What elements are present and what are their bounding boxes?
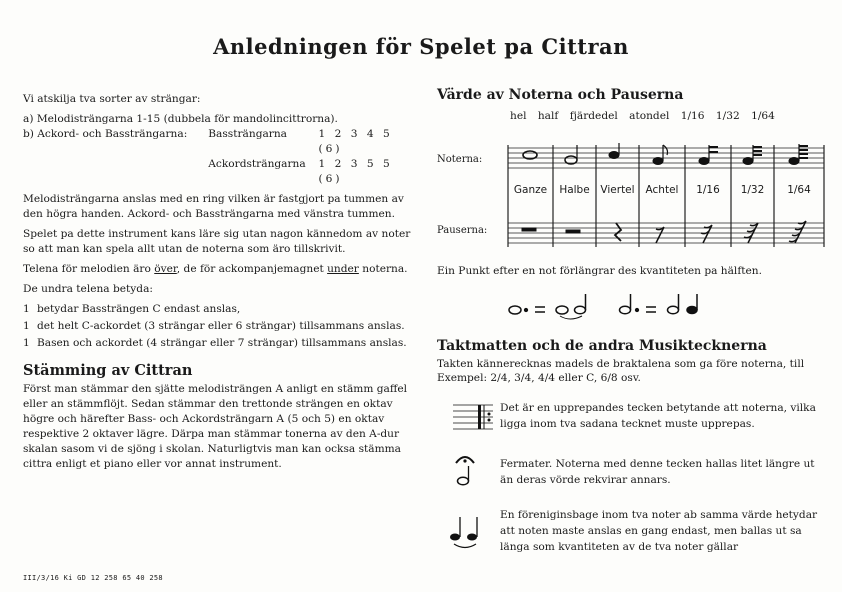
p3-mid: , de för ackompanjemagnet — [176, 263, 328, 275]
dotted-half-note-icon — [620, 306, 631, 314]
note-name: Halbe — [559, 184, 590, 196]
whole-note-icon — [556, 306, 568, 314]
notes-label: Noterna: — [437, 154, 483, 165]
sixteenth-note-icon — [699, 158, 709, 165]
tie-text: En föreniginsbage inom tva noter ab samma värde hetydar att noten maste anslas en gang endast, men ballas ut sa länga som kvantiteten av de tva noter gällar — [500, 509, 818, 553]
value-16: 1/16 — [680, 110, 705, 122]
note-values-heading: Värde av Noterna och Pauserna — [437, 87, 684, 103]
value-half: half — [537, 110, 559, 122]
quarter-note-icon — [609, 152, 619, 159]
thirtysecond-note-icon — [743, 158, 753, 165]
list-item — [23, 302, 413, 317]
column-lines — [508, 145, 824, 247]
repeat-sign-text: Det är en upprepandes tecken betytande att noterna, vilka ligga inom tva sadana tecknet muste upprepas. — [500, 402, 816, 430]
paragraph-other-numbers: De undra telena betyda: — [23, 283, 153, 295]
note-name: Ganze — [513, 184, 548, 196]
note-name: 1/32 — [740, 184, 765, 196]
right-column — [437, 88, 829, 103]
bass-strings-numbers: 1 2 3 4 5 (6) — [318, 128, 393, 155]
note-values-row — [510, 110, 783, 122]
notes-staff — [508, 148, 824, 168]
fermata-icon — [453, 452, 483, 488]
chord-strings-spacer — [23, 157, 208, 187]
note-name: Viertel — [600, 184, 635, 196]
dot-rule-text: Ein Punkt efter en not förlängrar des kvantiteten pa hälften. — [437, 265, 762, 277]
dotted-notes-example — [505, 290, 735, 320]
note-name: 1/16 — [696, 184, 720, 196]
intro-text: Vi atskilja tva sorter av strängar: — [23, 93, 201, 105]
tuning-heading: Stämming av Cittran — [23, 362, 193, 379]
value-64: 1/64 — [751, 110, 775, 122]
p3-over: över — [154, 263, 177, 275]
string-a-line: a) Melodisträngarna 1-15 (dubbela för mandolincittrorna). — [23, 113, 338, 125]
note-name: 1/64 — [787, 184, 811, 196]
half-note-icon — [575, 306, 586, 314]
bass-strings-name: Bassträngarna — [208, 128, 287, 140]
print-code: III/3/16 Ki GD 12 258 65 40 258 — [23, 574, 163, 582]
note-symbols — [523, 143, 808, 165]
list-item — [23, 319, 413, 334]
sixtyfourth-rest-icon — [789, 221, 806, 243]
value-atondel: atondel — [629, 110, 670, 122]
value-hel: hel — [510, 110, 527, 122]
p3-post: noterna. — [358, 263, 408, 275]
item-text: betydar Bassträngen C endast anslas, — [37, 303, 241, 315]
fermata-text: Fermater. Noterna med denne tecken hallas litet längre ut än deras vörde rekvirar annars. — [500, 458, 815, 486]
page-title: Anledningen för Spelet pa Cittran — [213, 34, 629, 59]
chord-strings-numbers: 1 2 3 5 5 (6) — [318, 158, 393, 185]
tie-icon — [449, 511, 489, 551]
list-item — [23, 336, 413, 351]
value-fjardedel: fjärdedel — [569, 110, 618, 122]
item-number: 1 — [23, 337, 30, 349]
item-number: 1 — [23, 303, 30, 315]
p3-under: under — [327, 263, 359, 275]
left-column — [23, 92, 413, 477]
paragraph-melody: Melodisträngarna anslas med en ring vilken är fastgjort pa tummen av den högra handen. Ackord- och Bassträngarna med vänstra tummen. — [23, 193, 404, 220]
value-32: 1/32 — [715, 110, 740, 122]
fermata-block — [437, 452, 829, 492]
item-text: det helt C-ackordet (3 strängar eller 6 strängar) tillsammans anslas. — [37, 320, 405, 332]
time-signature-heading: Taktmatten och de andra Musiktecknerna — [437, 338, 767, 354]
time-signature-section — [437, 338, 829, 385]
note-name: Achtel — [645, 184, 679, 196]
sixtyfourth-note-icon — [789, 158, 799, 165]
paragraph-numbers — [23, 262, 413, 277]
quarter-note-icon — [687, 307, 697, 314]
half-rest-icon — [566, 230, 580, 233]
chord-strings-row — [23, 157, 413, 187]
rests-label: Pauserna: — [437, 225, 488, 236]
rests-staff — [508, 223, 824, 243]
rest-symbols — [522, 221, 806, 243]
time-signature-text: Takten kännerecknas madels de braktalena som ga före noterna, till Exempel: 2/4, 3/4, 4/4 eller C, 6/8 osv. — [437, 358, 805, 384]
note-names-row — [508, 184, 828, 196]
item-text: Basen och ackordet (4 strängar eller 7 strängar) tillsammans anslas. — [37, 337, 407, 349]
chord-strings-name: Ackordsträngarna — [208, 158, 306, 170]
eighth-note-icon — [653, 158, 663, 165]
note-rest-table — [436, 143, 826, 253]
repeat-sign-icon — [453, 402, 503, 432]
p3-pre: Telena för melodien äro — [23, 263, 155, 275]
tuning-text: Först man stämmar den sjätte melodisträngen A anligt en stämm gaffel eller an stämmflöjt. Sedan stämmar den trettonde strängen en oktav högre och härefter Bass- och Ackordsträngarn A (5 och 5) en oktav respektive 2 oktaver lägre. Därpa man stämmar tonerna av den A-dur skalan sasom vi de sjöng i skolan. Naturligtvis man kan ocksa stämma cittra enligt et piano eller vor annat instrument. — [23, 383, 408, 470]
half-note-icon — [668, 306, 679, 314]
item-number: 1 — [23, 320, 30, 332]
paragraph-learning: Spelet pa dette instrument kans läre sig utan nagon kännedom av noter so att man kan spela allt utan de noterna som äro tillskrivit. — [23, 228, 411, 255]
eighth-rest-icon — [656, 227, 664, 243]
whole-rest-icon — [522, 228, 536, 231]
bass-strings-row — [23, 127, 413, 157]
dotted-whole-note-icon — [509, 306, 521, 314]
string-b-label: b) Ackord- och Bassträngarna: — [23, 128, 188, 140]
repeat-sign-block — [437, 398, 829, 434]
tie-block — [437, 505, 829, 555]
